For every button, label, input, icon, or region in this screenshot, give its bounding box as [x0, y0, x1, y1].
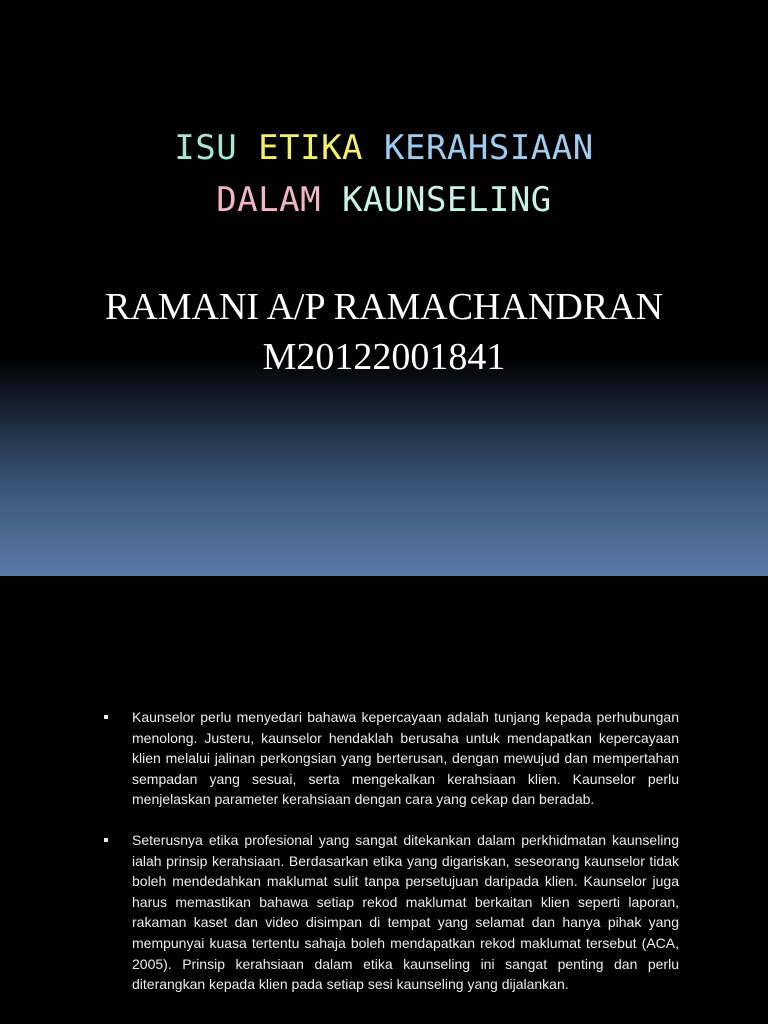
title-word-etika: ETIKA: [258, 128, 364, 168]
title-word-kerahsiaan: KERAHSIAAN: [384, 128, 594, 168]
bullet-square-icon: [104, 838, 108, 842]
bullet-text: Seterusnya etika profesional yang sangat ditekankan dalam perkhidmatan kaunseling ialah prinsip kerahsiaan. Berdasarkan etika yang digariskan, seseorang kaunselor tidak boleh mendedahkan maklumat sulit tanpa persetujuan daripada klien. Kaunselor juga harus memastikan bahawa setiap rekod maklumat berkaitan klien seperti laporan, rakaman kaset dan video disimpan di tempat yang selamat dan hanya pihak yang mempunyai kuasa tertentu sahaja boleh mendapatkan rekod maklumat tersebut (ACA, 2005). Prinsip kerahsiaan dalam etika kaunseling ini sangat penting dan perlu diterangkan kepada klien pada setiap sesi kaunseling yang dijalankan.: [132, 831, 679, 993]
author-block: [0, 282, 768, 382]
author-id: M20122001841: [262, 336, 506, 378]
title-word-kaunseling: KAUNSELING: [342, 180, 552, 220]
bullet-item: [104, 830, 679, 995]
author-name: RAMANI A/P RAMACHANDRAN: [104, 286, 664, 328]
bullet-text: Kaunselor perlu menyedari bahawa kepercayaan adalah tunjang kepada perhubungan menolong. Justeru, kaunselor hendaklah berusaha untuk mendapatkan kepercayaan klien melalui jalinan perkongsian yang berterusan, dengan mewujud dan mempertahan sempadan yang sesuai, serta mengekalkan kerahsiaan klien. Kaunselor perlu menjelaskan parameter kerahsiaan dengan cara yang cekap dan beradab.: [132, 709, 679, 808]
bullet-item: [104, 707, 679, 810]
bullet-square-icon: [104, 715, 108, 719]
title-word-dalam: DALAM: [216, 180, 322, 220]
title-word-isu: ISU: [174, 128, 238, 168]
slide-title: [0, 122, 768, 226]
content-slide: [0, 576, 768, 1024]
bullet-list: [104, 707, 679, 1015]
